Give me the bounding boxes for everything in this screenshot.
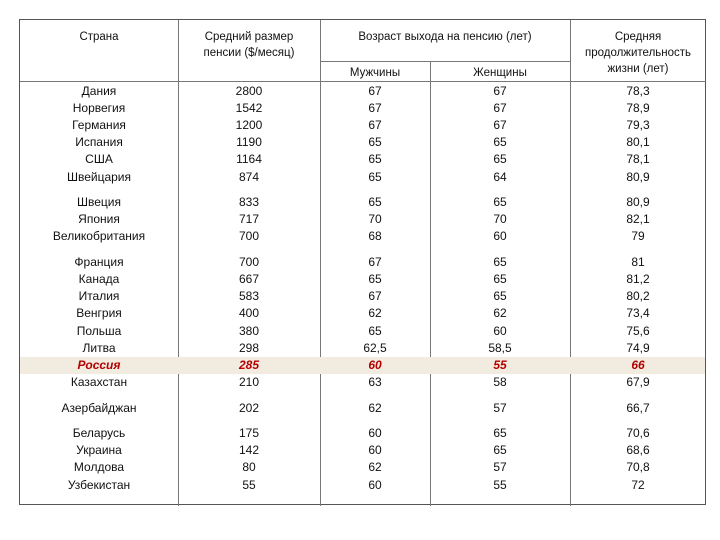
cell-pension: 175 bbox=[238, 426, 260, 441]
cell-women: 55 bbox=[493, 477, 507, 492]
cell-country: Узбекистан bbox=[67, 477, 131, 492]
table-row bbox=[20, 459, 705, 476]
cell-pension: 1190 bbox=[236, 135, 262, 150]
cell-men: 60 bbox=[368, 426, 382, 441]
cell-country: Швеция bbox=[77, 195, 121, 210]
table-row bbox=[20, 134, 705, 151]
cell-men: 60 bbox=[368, 357, 382, 372]
pension-table bbox=[19, 19, 706, 505]
cell-country: Норвегия bbox=[72, 101, 126, 116]
header-men: Мужчины bbox=[349, 67, 401, 79]
cell-women: 55 bbox=[493, 357, 507, 372]
cell-women: 70 bbox=[493, 212, 507, 227]
cell-life-expectancy: 82,1 bbox=[626, 212, 650, 227]
cell-women: 58,5 bbox=[488, 340, 512, 355]
cell-life-expectancy: 73,4 bbox=[626, 306, 650, 321]
cell-women: 67 bbox=[493, 84, 507, 98]
cell-pension: 210 bbox=[238, 374, 260, 389]
table-row bbox=[20, 169, 705, 186]
cell-life-expectancy: 80,2 bbox=[626, 289, 650, 304]
cell-women: 67 bbox=[493, 101, 507, 116]
cell-men: 62 bbox=[368, 400, 382, 415]
cell-men: 65 bbox=[368, 195, 382, 210]
cell-country: Россия bbox=[77, 357, 121, 372]
table-row bbox=[20, 323, 705, 340]
cell-pension: 400 bbox=[238, 306, 260, 321]
cell-life-expectancy: 66,7 bbox=[626, 400, 650, 415]
cell-country: Франция bbox=[74, 255, 124, 270]
header-retirement-age: Возраст выхода на пенсию (лет) bbox=[358, 31, 532, 43]
table-row bbox=[20, 194, 705, 211]
cell-men: 67 bbox=[368, 118, 382, 133]
subheader-divider bbox=[320, 61, 570, 62]
cell-pension: 700 bbox=[238, 229, 260, 244]
table-row bbox=[20, 374, 705, 391]
cell-life-expectancy: 81 bbox=[631, 255, 645, 270]
cell-women: 67 bbox=[493, 118, 507, 133]
cell-women: 62 bbox=[493, 306, 507, 321]
cell-women: 65 bbox=[493, 272, 507, 287]
table-row bbox=[20, 83, 705, 100]
cell-women: 60 bbox=[493, 323, 507, 338]
cell-women: 65 bbox=[493, 289, 507, 304]
cell-life-expectancy: 74,9 bbox=[626, 340, 650, 355]
cell-country: Венгрия bbox=[76, 306, 122, 321]
cell-country: Испания bbox=[75, 135, 123, 150]
cell-life-expectancy: 78,9 bbox=[626, 101, 650, 116]
cell-country: Германия bbox=[72, 118, 126, 133]
cell-men: 65 bbox=[368, 323, 382, 338]
cell-life-expectancy: 80,9 bbox=[626, 195, 650, 210]
cell-life-expectancy: 79 bbox=[631, 229, 645, 244]
cell-pension: 874 bbox=[238, 169, 260, 184]
cell-country: Швейцария bbox=[66, 169, 132, 184]
cell-pension: 1542 bbox=[235, 101, 263, 116]
cell-country: Украина bbox=[76, 443, 122, 458]
cell-country: Азербайджан bbox=[61, 400, 137, 415]
cell-pension: 1200 bbox=[235, 118, 263, 133]
cell-men: 65 bbox=[368, 272, 382, 287]
cell-men: 62,5 bbox=[363, 340, 387, 355]
table-row bbox=[20, 271, 705, 288]
table-row bbox=[20, 211, 705, 228]
cell-pension: 80 bbox=[242, 460, 256, 475]
cell-men: 65 bbox=[368, 169, 382, 184]
cell-country: США bbox=[85, 152, 113, 167]
cell-country: Казахстан bbox=[70, 374, 128, 389]
cell-country: Италия bbox=[78, 289, 120, 304]
cell-country: Молдова bbox=[73, 460, 125, 475]
cell-country: Литва bbox=[82, 340, 116, 355]
cell-women: 57 bbox=[493, 400, 507, 415]
table-row bbox=[20, 477, 705, 494]
cell-pension: 55 bbox=[242, 477, 256, 492]
cell-women: 65 bbox=[493, 195, 507, 210]
header-women: Женщины bbox=[473, 67, 527, 79]
table-row bbox=[20, 425, 705, 442]
header-life-expectancy: Средняя продолжительность жизни (лет) bbox=[584, 31, 692, 75]
table-row bbox=[20, 305, 705, 322]
table-row bbox=[20, 442, 705, 459]
table-row bbox=[20, 288, 705, 305]
cell-life-expectancy: 66 bbox=[631, 357, 645, 372]
header-country: Страна bbox=[79, 31, 119, 43]
cell-life-expectancy: 70,8 bbox=[626, 460, 650, 475]
cell-life-expectancy: 80,1 bbox=[626, 135, 650, 150]
cell-women: 65 bbox=[493, 255, 507, 270]
cell-life-expectancy: 67,9 bbox=[626, 374, 650, 389]
table-row bbox=[20, 254, 705, 271]
cell-women: 65 bbox=[493, 135, 507, 150]
cell-pension: 298 bbox=[238, 340, 260, 355]
cell-pension: 2800 bbox=[235, 84, 263, 98]
cell-life-expectancy: 80,9 bbox=[626, 169, 650, 184]
table-row bbox=[20, 357, 705, 374]
cell-pension: 717 bbox=[238, 212, 260, 227]
cell-pension: 142 bbox=[238, 443, 260, 458]
cell-women: 65 bbox=[493, 443, 507, 458]
cell-pension: 667 bbox=[238, 272, 260, 287]
table-row bbox=[20, 151, 705, 168]
cell-pension: 380 bbox=[238, 323, 260, 338]
cell-country: Канада bbox=[78, 272, 120, 287]
table-row bbox=[20, 100, 705, 117]
cell-men: 63 bbox=[368, 374, 382, 389]
table-row bbox=[20, 228, 705, 245]
cell-pension: 700 bbox=[238, 255, 260, 270]
cell-men: 62 bbox=[368, 460, 382, 475]
cell-men: 70 bbox=[368, 212, 382, 227]
table-row bbox=[20, 400, 705, 417]
cell-men: 60 bbox=[368, 443, 382, 458]
cell-men: 65 bbox=[368, 152, 382, 167]
cell-country: Япония bbox=[78, 212, 120, 227]
cell-life-expectancy: 78,3 bbox=[626, 84, 650, 98]
cell-life-expectancy: 81,2 bbox=[626, 272, 650, 287]
cell-life-expectancy: 75,6 bbox=[626, 323, 650, 338]
cell-country: Польша bbox=[76, 323, 122, 338]
cell-women: 65 bbox=[493, 426, 507, 441]
header-pension: Средний размер пенсии ($/месяц) bbox=[203, 31, 295, 59]
cell-life-expectancy: 79,3 bbox=[626, 118, 650, 133]
cell-men: 67 bbox=[368, 255, 382, 270]
cell-pension: 583 bbox=[238, 289, 260, 304]
cell-men: 60 bbox=[368, 477, 382, 492]
cell-life-expectancy: 78,1 bbox=[626, 152, 650, 167]
cell-men: 65 bbox=[368, 135, 382, 150]
table-row bbox=[20, 117, 705, 134]
cell-women: 58 bbox=[493, 374, 507, 389]
cell-country: Дания bbox=[81, 84, 117, 98]
cell-pension: 1164 bbox=[236, 152, 262, 167]
cell-pension: 202 bbox=[238, 400, 260, 415]
cell-men: 67 bbox=[368, 289, 382, 304]
table-row bbox=[20, 340, 705, 357]
cell-women: 64 bbox=[493, 169, 507, 184]
cell-men: 68 bbox=[368, 229, 382, 244]
cell-women: 60 bbox=[493, 229, 507, 244]
cell-life-expectancy: 70,6 bbox=[626, 426, 650, 441]
cell-life-expectancy: 68,6 bbox=[626, 443, 650, 458]
cell-pension: 833 bbox=[238, 195, 260, 210]
cell-men: 62 bbox=[368, 306, 382, 321]
cell-country: Великобритания bbox=[52, 229, 146, 244]
cell-country: Беларусь bbox=[72, 426, 126, 441]
cell-men: 67 bbox=[368, 101, 382, 116]
cell-pension: 285 bbox=[238, 357, 260, 372]
cell-women: 57 bbox=[493, 460, 507, 475]
cell-women: 65 bbox=[493, 152, 507, 167]
cell-men: 67 bbox=[368, 84, 382, 98]
header-divider bbox=[20, 81, 706, 82]
cell-life-expectancy: 72 bbox=[631, 477, 645, 492]
